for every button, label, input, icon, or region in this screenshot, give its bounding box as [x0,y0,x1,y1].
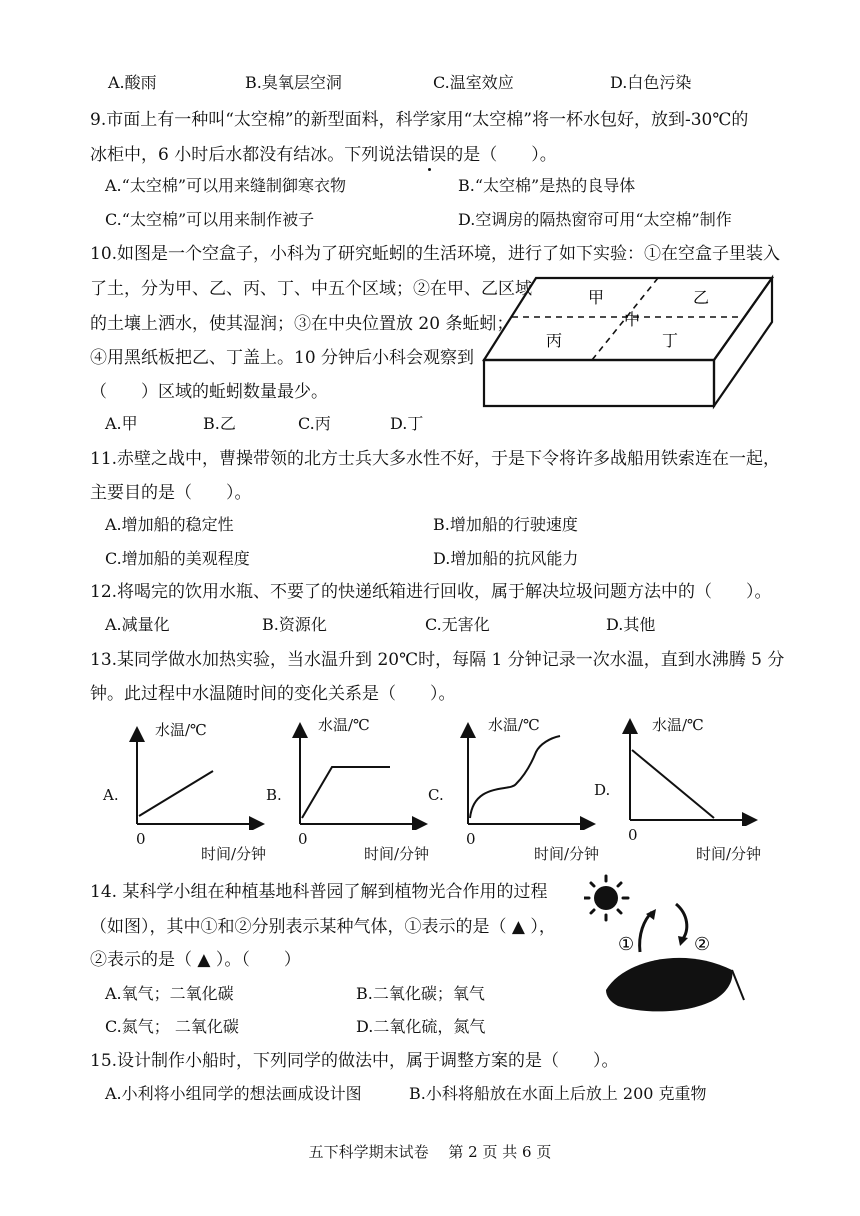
q13-stem-line2: 钟。此过程中水温随时间的变化关系是（ ）。 [90,684,456,704]
page-footer: 五下科学期末试卷 第 2 页 共 6 页 [308,1143,552,1161]
q9-stem-text: 冰柜中，6 小时后水都没有结冰。下列说法 [90,145,413,165]
q9-option-d: D.空调房的隔热窗帘可用“太空棉”制作 [458,210,732,229]
q10-option-d: D.丁 [390,414,424,433]
q10-stem-line4: ④用黑纸板把乙、丁盖上。10 分钟后小科会观察到 [90,348,475,368]
gas-one-label: ① [618,934,635,955]
box-front-face [484,360,714,406]
graph-b-ylabel: 水温/℃ [318,716,370,734]
graph-b-curve [302,767,390,818]
q8-option-c: C.温室效应 [433,73,514,92]
q15-option-a: A.小利将小组同学的想法画成设计图 [105,1084,362,1103]
q9-option-c: C.“太空棉”可以用来制作被子 [105,210,315,229]
q15-stem: 15.设计制作小船时，下列同学的做法中，属于调整方案的是（ ）。 [90,1051,619,1071]
q8-option-b: B.臭氧层空洞 [245,73,342,92]
q10-option-a: A.甲 [105,414,138,433]
graph-c-curve [470,736,560,818]
region-bing-label: 丙 [546,331,563,350]
graph-c-plot [456,722,596,830]
q9-stem-line1: 9.市面上有一种叫“太空棉”的新型面料，科学家用“太空棉”将一杯水包好，放到-30℃的 [90,110,749,130]
q9-option-a: A.“太空棉”可以用来缝制御寒衣物 [105,176,347,195]
leaf-stem [732,970,744,1000]
q9-option-b: B.“太空棉”是热的良导体 [458,176,636,195]
q14-option-d: D.二氧化硫，氮气 [356,1017,486,1036]
graph-d-plot [618,718,758,826]
q14-stem-line3: ②表示的是（ ▲ ）。（ ） [90,950,301,970]
q11-option-c: C.增加船的美观程度 [105,549,250,568]
q10-option-b: B.乙 [203,414,236,433]
gas-two-label: ② [694,934,711,955]
q8-option-d: D.白色污染 [610,73,692,92]
q12-option-c: C.无害化 [425,615,490,634]
q14-option-a: A.氧气；二氧化碳 [105,984,234,1003]
q10-stem-line5: （ ）区域的蚯蚓数量最少。 [90,382,328,402]
graph-d-xlabel: 时间/分钟 [696,845,762,863]
graph-b-xlabel: 时间/分钟 [364,845,430,863]
graph-d-ylabel: 水温/℃ [652,716,704,734]
q8-option-a: A.酸雨 [108,73,157,92]
q9-stem-end: 的是（ ）。 [446,145,557,165]
q11-stem-line1: 11.赤壁之战中，曹操带领的北方士兵大多水性不好，于是下令将许多战船用铁索连在一起， [90,449,781,469]
graph-c-letter: C. [428,786,444,804]
q11-option-b: B.增加船的行驶速度 [433,515,578,534]
graph-c-ylabel: 水温/℃ [488,716,540,734]
q12-option-b: B.资源化 [262,615,327,634]
graph-b-letter: B. [266,786,282,804]
sun-icon [584,876,628,920]
arrow-down-right [676,904,687,940]
graph-b-origin: 0 [298,830,308,848]
region-ding-label: 丁 [662,331,679,350]
region-yi-label: 乙 [693,288,710,307]
graph-a-xlabel: 时间/分钟 [201,845,267,863]
region-zhong-label: 中 [624,310,641,329]
q11-option-d: D.增加船的抗风能力 [433,549,579,568]
graph-a-curve [139,771,213,816]
q12-option-a: A.减量化 [105,615,170,634]
q10-stem-line1: 10.如图是一个空盒子，小科为了研究蚯蚓的生活环境，进行了如下实验：①在空盒子里装入 [90,244,781,264]
q14-option-b: B.二氧化碳；氧气 [356,984,485,1003]
leaf-icon [606,958,732,1012]
graph-a-origin: 0 [136,830,146,848]
graph-a-letter: A. [103,786,119,804]
q12-stem: 12.将喝完的饮用水瓶、不要了的快递纸箱进行回收，属于解决垃圾问题方法中的（ ）。 [90,582,772,602]
graph-c-xlabel: 时间/分钟 [534,845,600,863]
graph-a-ylabel: 水温/℃ [155,721,207,739]
gas-arrows [640,904,687,952]
graph-c-origin: 0 [466,830,476,848]
graph-a-plot [125,726,265,830]
q9-stem-line2 [90,144,557,166]
q15-option-b: B.小科将船放在水面上后放上 200 克重物 [409,1084,707,1103]
region-jia-label: 甲 [588,288,605,307]
q10-stem-line3: 的土壤上洒水，使其湿润；③在中央位置放 20 条蚯蚓； [90,314,514,334]
soil-box-diagram [478,272,778,412]
q14-option-c: C.氮气； 二氧化碳 [105,1017,239,1036]
box-side-face [714,278,772,406]
graph-b-plot [288,722,428,830]
q11-stem-line2: 主要目的是（ ）。 [90,483,252,503]
q14-stem-line1: 14. 某科学小组在种植基地科普园了解到植物光合作用的过程 [90,882,548,902]
q12-option-d: D.其他 [606,615,656,634]
q11-option-a: A.增加船的稳定性 [105,515,234,534]
q10-option-c: C.丙 [298,414,331,433]
arrow-up-left [640,912,652,952]
graph-d-curve [632,750,714,818]
graph-d-letter: D. [594,781,611,799]
q14-stem-line2: （如图），其中①和②分别表示某种气体，①表示的是（ ▲ ）， [90,917,556,937]
q13-stem-line1: 13.某同学做水加热实验，当水温升到 20℃时，每隔 1 分钟记录一次水温，直到水沸腾 5 分 [90,650,785,670]
photosynthesis-figure [584,874,754,1024]
q9-emphasis: 错误 [412,145,447,165]
graph-d-origin: 0 [628,826,638,844]
q10-stem-line2: 了土，分为甲、乙、丙、丁、中五个区域；②在甲、乙区域 [90,279,532,299]
